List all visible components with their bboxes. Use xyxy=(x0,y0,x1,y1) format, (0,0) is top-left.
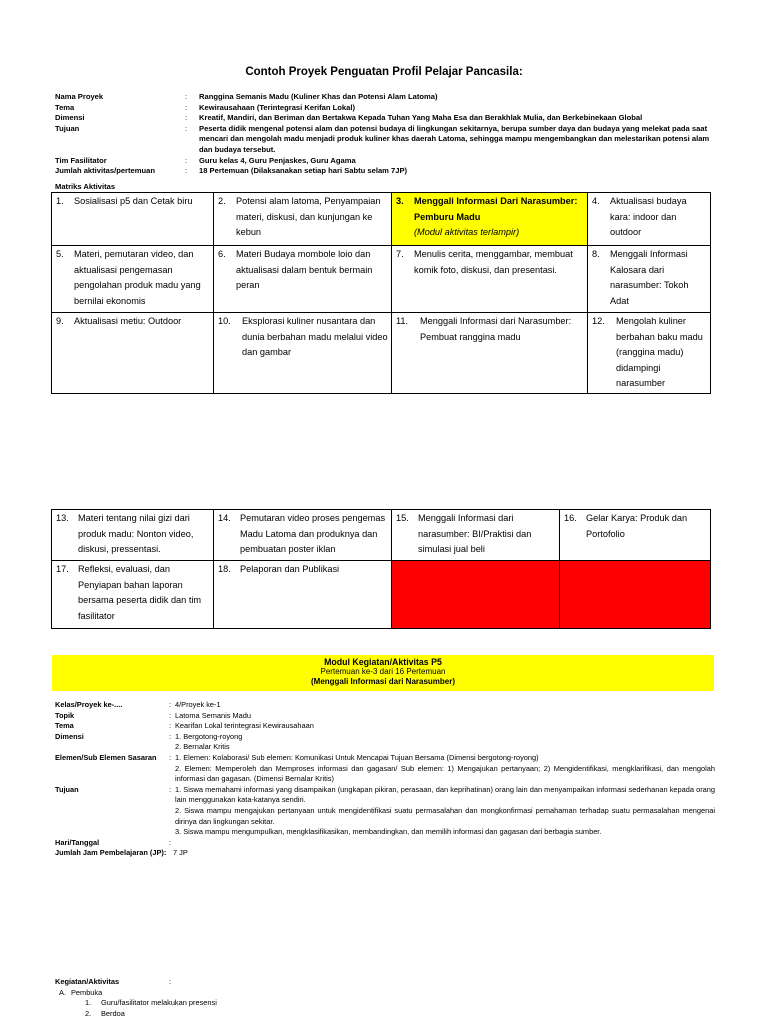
activity-cell: 17. Refleksi, evaluasi, dan Penyiapan bahan laporan bersama peserta didik dan tim fasilitator xyxy=(52,561,214,629)
empty-red-cell xyxy=(560,561,711,629)
activity-cell: 11. Menggali Informasi dari Narasumber: Pembuat ranggina madu xyxy=(392,313,588,394)
info-value: Guru kelas 4, Guru Penjaskes, Guru Agama xyxy=(199,155,356,165)
info-row xyxy=(55,92,715,103)
colon: : xyxy=(185,166,188,176)
matrix-label: Matriks Aktivitas xyxy=(55,182,116,191)
list-item: 2. Berdoa xyxy=(85,1008,125,1018)
matrix-row xyxy=(52,313,711,394)
activity-cell: 16. Gelar Karya: Produk dan Portofolio xyxy=(560,510,711,561)
colon: : xyxy=(185,155,188,165)
page-title: Contoh Proyek Penguatan Profil Pelajar Pancasila: xyxy=(245,66,523,78)
activity-cell: 13. Materi tentang nilai gizi dari produk madu: Nonton video, diskusi, pressentasi. xyxy=(52,510,214,561)
matrix-row xyxy=(52,246,711,313)
info-label: Dimensi xyxy=(55,113,85,123)
activity-cell: 14. Pemutaran video proses pengemas Madu Latoma dan produknya dan pembuatan poster iklan xyxy=(214,510,392,561)
info-label: Nama Proyek xyxy=(55,92,104,101)
activity-cell: 7. Menulis cerita, menggambar, membuat komik foto, diskusi, dan presentasi. xyxy=(392,246,588,313)
module-row: Kelas/Proyek ke-.... : 4/Proyek ke-1 xyxy=(55,700,221,709)
activity-cell: 10. Eksplorasi kuliner nusantara dan dunia berbahan madu melalui video dan gambar xyxy=(214,313,392,394)
activity-matrix-top xyxy=(51,192,711,394)
kegiatan-header: Kegiatan/Aktivitas : xyxy=(55,977,172,986)
module-row: Hari/Tanggal : xyxy=(55,837,172,847)
list-item: 1. Guru/fasilitator melakukan presensi xyxy=(85,998,217,1008)
info-label: Jumlah aktivitas/pertemuan xyxy=(55,166,156,176)
activity-cell: 12. Mengolah kuliner berbahan baku madu (ranggina madu) didampingi narasumber xyxy=(588,313,711,394)
banner-topic: (Menggali Informasi dari Narasumber) xyxy=(310,677,456,686)
banner-subtitle: Pertemuan ke-3 dari 16 Pertemuan xyxy=(320,667,446,676)
info-label: Tujuan xyxy=(55,123,80,133)
project-info xyxy=(55,92,715,177)
module-row: Elemen/Sub Elemen Sasaran : 1. Elemen: Kolaborasi/ Sub elemen: Komunikasi Untuk Mencapai Tujuan Bersama (Dimensi bergotong-royong) 2. Elemen: Memperoleh dan Memproses informasi dan gagasan/ Sub elemen: 1) Mengajukan pertanyaan; 2) Mengidentifikasi, mengklarifikasi, dan mengolah informasi dan gagasan. (Dimensi Bernalar Kritis) xyxy=(55,752,715,784)
info-row xyxy=(55,113,715,124)
info-row xyxy=(55,103,715,114)
info-label: Tema xyxy=(55,102,75,112)
matrix-row xyxy=(52,561,711,629)
module-row: Dimensi : 1. Bergotong-royong 2. Bernalar Kritis xyxy=(55,731,243,752)
activity-cell: 4. Aktualisasi budaya kara: indoor dan outdoor xyxy=(588,193,711,246)
activity-cell: 1. Sosialisasi p5 dan Cetak biru xyxy=(52,193,214,246)
colon: : xyxy=(185,102,188,112)
matrix-row xyxy=(52,193,711,246)
module-details xyxy=(55,700,715,859)
activity-cell: 9. Aktualisasi metiu: Outdoor xyxy=(52,313,214,394)
activity-cell: 5. Materi, pemutaran video, dan aktualisasi pengemasan pengolahan produk madu yang bernilai ekonomis xyxy=(52,246,214,313)
empty-red-cell xyxy=(392,561,560,629)
activity-cell: 15. Menggali Informasi dari narasumber: BI/Praktisi dan simulasi jual beli xyxy=(392,510,560,561)
colon: : xyxy=(185,92,188,101)
module-row: Tema : Kearifan Lokal terintegrasi Kewirausahaan xyxy=(55,721,314,731)
activity-cell: 18. Pelaporan dan Publikasi xyxy=(214,561,392,629)
activity-note: (Modul aktivitas terlampir) xyxy=(414,227,520,237)
module-row: Jumlah Jam Pembelajaran (JP): 7 JP xyxy=(55,848,188,858)
matrix-row xyxy=(52,510,711,561)
banner-title: Modul Kegiatan/Aktivitas P5 xyxy=(324,657,442,667)
colon: : xyxy=(185,123,188,133)
info-value: Kewirausahaan (Terintegrasi Kerifan Lokal) xyxy=(199,102,355,112)
info-value: Kreatif, Mandiri, dan Beriman dan Bertakwa Kepada Tuhan Yang Maha Esa dan Berakhlak Mulia, dan Berkebinekaan Global xyxy=(199,113,643,123)
kegiatan-section: A. Pembuka xyxy=(59,987,103,997)
activities-section xyxy=(55,977,217,1019)
activity-cell-highlighted: 3. Menggali Informasi Dari Narasumber: Pemburu Madu (Modul aktivitas terlampir) xyxy=(392,193,588,246)
info-value: Ranggina Semanis Madu (Kuliner Khas dan Potensi Alam Latoma) xyxy=(199,92,438,101)
colon: : xyxy=(185,113,188,123)
info-value: Peserta didik mengenal potensi alam dan potensi budaya di lingkungan sekitarnya, berupa sumber daya dan budaya yang melekat pada saat mencari dan mengolah madu menjadi produk kuliner khas daerah Latoma, sehingga mampu mengembangkan dan melestarikan potensi alam dan budaya tersebut. xyxy=(199,123,710,154)
activity-cell: 6. Materi Budaya mombole loio dan aktualisasi dalam bentuk bermain peran xyxy=(214,246,392,313)
info-row xyxy=(55,156,715,167)
module-row: Tujuan : 1. Siswa memahami informasi yang disampaikan (ungkapan pikiran, perasaan, dan keprihatinan) orang lain dan menyampaikan informasi sederhanan kepada orang lain menggunakan kata-katanya sendiri. 2. Siswa mampu mengajukan pertanyaan untuk mengidentifikasi suatu permasalahan dan mongkonfirmasi pemahaman terhadap suatu permasalahan mengenai dirinya dan lingkungan sekitar. 3. Siswa mampu mengumpulkan, mengklasifikasikan, membandingkan, dan memilih informasi dan gagasan dari berbagia sumber. xyxy=(55,784,715,837)
activity-matrix-bottom xyxy=(51,509,711,629)
module-row: Topik : Latoma Semanis Madu xyxy=(55,710,251,720)
module-banner xyxy=(52,655,714,691)
activity-cell: 2. Potensi alam latoma, Penyampaian materi, diskusi, dan kunjungan ke kebun xyxy=(214,193,392,246)
info-label: Tim Fasilitator xyxy=(55,155,107,165)
info-row xyxy=(55,166,715,177)
info-value: 18 Pertemuan (Dilaksanakan setiap hari Sabtu selam 7JP) xyxy=(199,166,408,176)
activity-cell: 8. Menggali Informasi Kalosara dari narasumber: Tokoh Adat xyxy=(588,246,711,313)
info-row xyxy=(55,124,715,156)
